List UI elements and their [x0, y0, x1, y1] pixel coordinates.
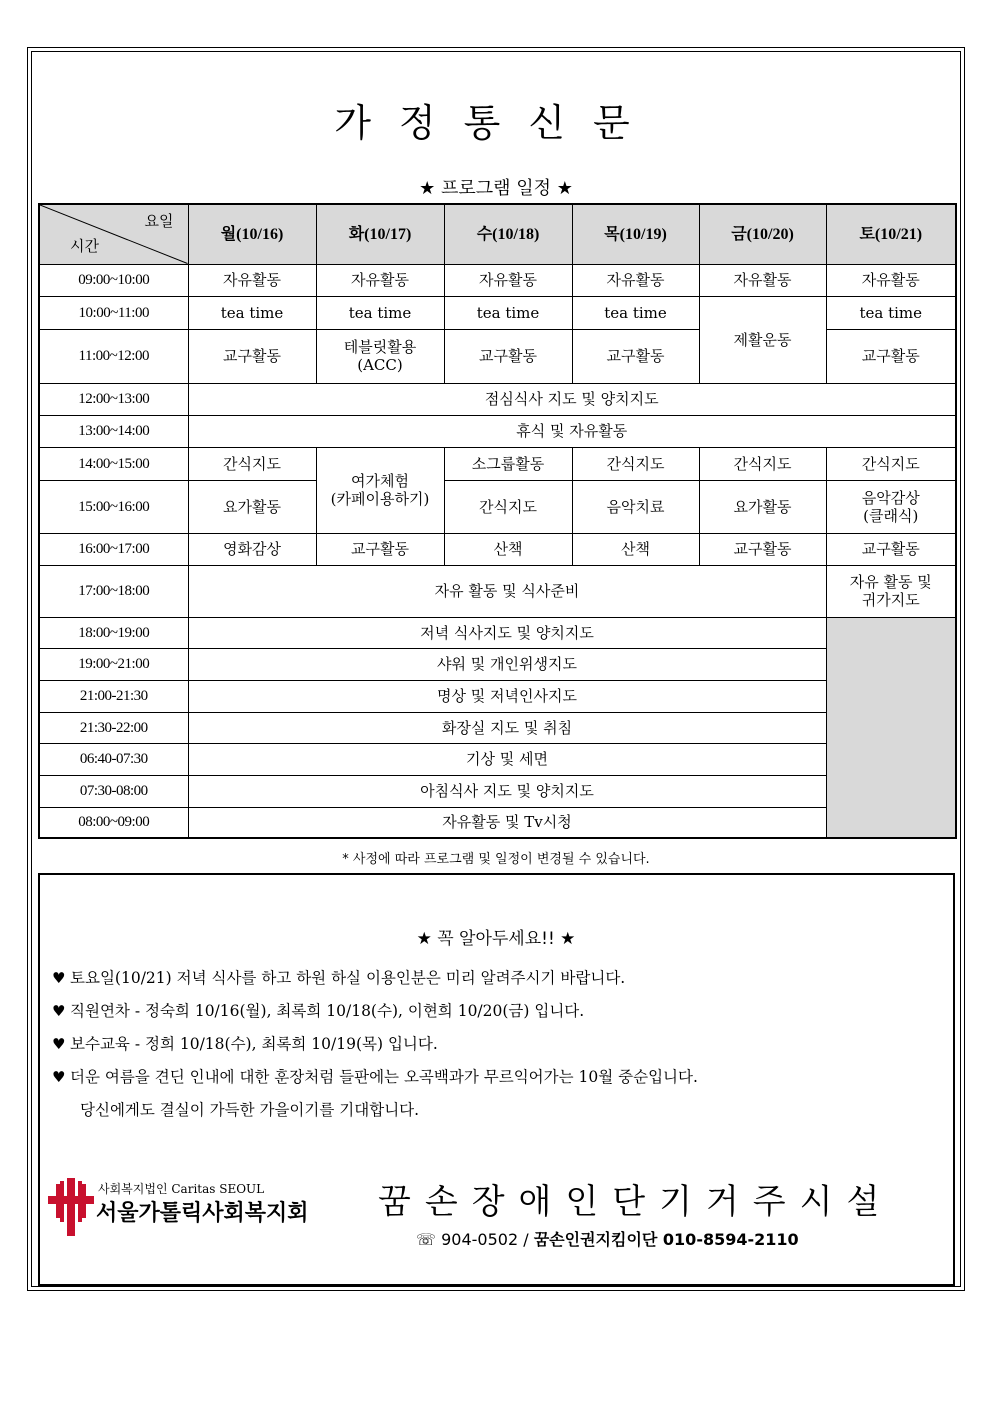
table-row: [39, 383, 956, 415]
cell: 교구활동: [826, 329, 956, 383]
time-cell: 08:00~09:00: [39, 807, 188, 838]
table-row: [39, 617, 956, 648]
time-cell: 06:40-07:30: [39, 743, 188, 775]
notice-item: [52, 999, 584, 1021]
page-title: 가정통신문: [334, 101, 658, 145]
saturday-empty-cell: [826, 617, 956, 838]
time-cell: 17:00~18:00: [39, 565, 188, 617]
cell: 자유활동: [572, 264, 699, 296]
time-cell: 11:00~12:00: [39, 329, 188, 383]
day-header-fri: 금(10/20): [699, 204, 826, 264]
notice-item: [52, 1032, 438, 1054]
day-header-mon: 월(10/16): [188, 204, 316, 264]
cell-rehab: 제활운동: [699, 296, 826, 383]
heart-icon: ♥: [52, 1002, 66, 1020]
org-name: 꿈손장애인단기거주시설: [378, 1182, 894, 1222]
day-header-sat: 토(10/21): [826, 204, 956, 264]
header-corner: [39, 204, 188, 264]
cell: 교구활동: [699, 533, 826, 565]
cell: tea time: [188, 296, 316, 329]
time-label: 시간: [70, 238, 99, 255]
table-row: [39, 480, 956, 533]
cell-return-home: [826, 565, 956, 617]
cell: tea time: [316, 296, 444, 329]
table-row: [39, 264, 956, 296]
table-row: [39, 565, 956, 617]
notice-text: 직원연차 - 정숙희 10/16(월), 최록희 10/18(수), 이현희 10/20(금) 입니다.: [70, 1002, 585, 1020]
phone-number: ☏ 904-0502 /: [416, 1230, 529, 1249]
table-row: [39, 807, 956, 838]
time-cell: 19:00~21:00: [39, 648, 188, 680]
schedule-table: [38, 203, 957, 839]
time-cell: 09:00~10:00: [39, 264, 188, 296]
cell-merged: 자유 활동 및 식사준비: [188, 565, 826, 617]
table-row: [39, 447, 956, 480]
time-cell: 14:00~15:00: [39, 447, 188, 480]
header-row: [39, 204, 956, 264]
cell-line: 여가체험: [351, 472, 409, 490]
table-row: [39, 415, 956, 447]
cell-line: 테블릿활용: [343, 338, 417, 356]
cell: 교구활동: [188, 329, 316, 383]
notice-title: ★ 꼭 알아두세요!! ★: [416, 929, 576, 949]
cell: 음악치료: [572, 480, 699, 533]
cell-merged: 명상 및 저녁인사지도: [188, 680, 826, 712]
cell-line: (클래식): [863, 506, 919, 525]
time-cell: 18:00~19:00: [39, 617, 188, 648]
cell: 소그룹활동: [444, 447, 572, 480]
cell: 자유활동: [316, 264, 444, 296]
time-cell: 07:30-08:00: [39, 775, 188, 807]
cell-merged: 화장실 지도 및 취침: [188, 712, 826, 743]
cell: 간식지도: [572, 447, 699, 480]
table-row: [39, 533, 956, 565]
cell-music: [826, 480, 956, 533]
cell-line: (ACC): [357, 356, 403, 374]
cell-merged: 샤워 및 개인위생지도: [188, 648, 826, 680]
cell: 교구활동: [444, 329, 572, 383]
schedule-note: * 사정에 따라 프로그램 및 일정이 변경될 수 있습니다.: [342, 852, 650, 867]
cell: 요가활동: [188, 480, 316, 533]
time-cell: 15:00~16:00: [39, 480, 188, 533]
cell: 자유활동: [699, 264, 826, 296]
cell-line: 자유 활동 및: [849, 573, 932, 591]
day-header-wed: 수(10/18): [444, 204, 572, 264]
team-contact: 꿈손인권지킴이단 010-8594-2110: [533, 1230, 799, 1249]
time-cell: 16:00~17:00: [39, 533, 188, 565]
cell-line: 음악감상: [861, 488, 920, 507]
table-row: [39, 680, 956, 712]
cell: 자유활동: [826, 264, 956, 296]
cell-tablet: [316, 329, 444, 383]
cell: 교구활동: [316, 533, 444, 565]
heart-icon: ♥: [52, 969, 66, 987]
time-cell: 13:00~14:00: [39, 415, 188, 447]
cell-leisure: [316, 447, 444, 533]
cell-line: (카페이용하기): [330, 490, 430, 508]
notice-text: 토요일(10/21) 저녁 식사를 하고 하원 하실 이용인분은 미리 알려주시기 바랍니다.: [70, 969, 626, 987]
cell-line: 귀가지도: [861, 591, 920, 609]
cell: 간식지도: [826, 447, 956, 480]
cell: 교구활동: [826, 533, 956, 565]
notice-text: 더운 여름을 견딘 인내에 대한 훈장처럼 들판에는 오곡백과가 무르익어가는 10월 중순입니다.: [70, 1068, 698, 1086]
cell: 산책: [444, 533, 572, 565]
cell: 자유활동: [444, 264, 572, 296]
day-header-tue: 화(10/17): [316, 204, 444, 264]
table-row: [39, 296, 956, 329]
cell: 간식지도: [188, 447, 316, 480]
caritas-cross-icon: [48, 1178, 94, 1236]
logo-small-text: 사회복지법인 Caritas SEOUL: [98, 1182, 265, 1196]
cell: 자유활동: [188, 264, 316, 296]
contact-line: [416, 1227, 799, 1250]
heart-icon: ♥: [52, 1035, 66, 1053]
cell: 간식지도: [444, 480, 572, 533]
cell-merged: 점심식사 지도 및 양치지도: [188, 383, 956, 415]
cell-merged: 아침식사 지도 및 양치지도: [188, 775, 826, 807]
time-cell: 10:00~11:00: [39, 296, 188, 329]
table-row: [39, 743, 956, 775]
table-row: [39, 712, 956, 743]
cell: tea time: [444, 296, 572, 329]
notice-text: 보수교육 - 정희 10/18(수), 최록희 10/19(목) 입니다.: [70, 1035, 438, 1053]
schedule-title: ★ 프로그램 일정 ★: [419, 178, 573, 199]
time-cell: 21:00-21:30: [39, 680, 188, 712]
logo-big-text: 서울가톨릭사회복지회: [96, 1201, 309, 1226]
caritas-logo: [48, 1176, 308, 1246]
day-label: 요일: [144, 214, 174, 230]
cell: 간식지도: [699, 447, 826, 480]
cell: 요가활동: [699, 480, 826, 533]
cell-merged: 기상 및 세면: [188, 743, 826, 775]
time-cell: 12:00~13:00: [39, 383, 188, 415]
cell: tea time: [572, 296, 699, 329]
heart-icon: ♥: [52, 1068, 66, 1086]
cell: 영화감상: [188, 533, 316, 565]
cell-merged: 휴식 및 자유활동: [188, 415, 956, 447]
cell: 교구활동: [572, 329, 699, 383]
notice-continuation: 당신에게도 결실이 가득한 가을이기를 기대합니다.: [80, 1101, 420, 1119]
cell: tea time: [826, 296, 956, 329]
table-row: [39, 648, 956, 680]
notice-item: [52, 966, 625, 988]
time-cell: 21:30-22:00: [39, 712, 188, 743]
day-header-thu: 목(10/19): [572, 204, 699, 264]
cell: 산책: [572, 533, 699, 565]
table-row: [39, 775, 956, 807]
cell-merged: 저녁 식사지도 및 양치지도: [188, 617, 826, 648]
notice-item: [52, 1065, 698, 1087]
cell-merged: 자유활동 및 Tv시청: [188, 807, 826, 838]
